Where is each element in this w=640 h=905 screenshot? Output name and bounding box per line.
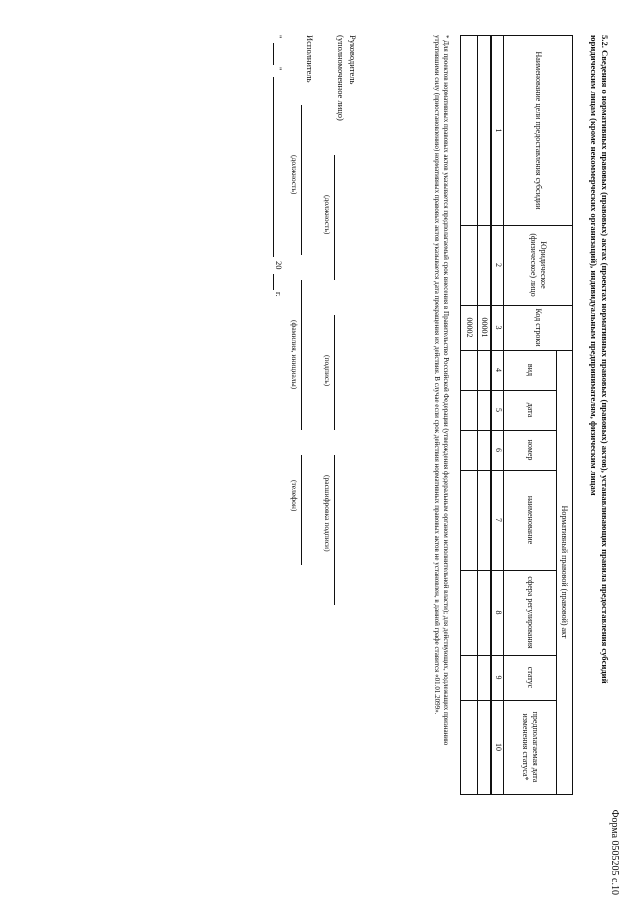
head-position-line[interactable] [334, 155, 335, 280]
executor-phone-caption: (телефон) [290, 480, 299, 512]
column-number: 9 [494, 675, 503, 680]
head-signature-line[interactable] [334, 315, 335, 430]
table-row-1-scope[interactable] [478, 570, 491, 655]
header-line-code: Код строки [534, 308, 543, 347]
table-row-2-name[interactable] [461, 470, 477, 570]
date-quote-close: " [274, 67, 284, 71]
executor-position-line[interactable] [301, 105, 302, 255]
footnote: * Для проектов нормативных правовых актов указывается предполагаемый срок внесения в Правительство Российской Федерации (утверждения федеральным органом исполнительной власти); для действующих, подлежащих признанию утратившими силу (приостановлению) нормативных правовых актов указывается дата прекращения их действия. В случае если срок действия нормативных правовых актов не установлен, в данной графе ставится «01.01.2099». [433, 35, 450, 746]
date-month-line[interactable] [273, 77, 274, 257]
head-label-authorized: (уполномоченное лицо) [336, 35, 346, 121]
date-year-prefix: 20 [274, 261, 284, 270]
head-position-caption: (должность) [323, 195, 332, 235]
table-row-2-purpose[interactable] [461, 36, 477, 225]
head-signature-caption: (подпись) [323, 355, 332, 387]
table-row-2-line-code: 00002 [465, 317, 474, 338]
table-row-1-line-code: 00001 [480, 317, 490, 338]
head-decoding-line[interactable] [334, 455, 335, 605]
acts-table [460, 35, 573, 795]
table-row-2-entity[interactable] [461, 225, 477, 305]
table-row-1-type[interactable] [478, 350, 491, 390]
column-number: 3 [494, 325, 503, 330]
rotated-page [20, 15, 620, 895]
column-number: 1 [494, 128, 503, 133]
header-act-scope: сфера регулирования [526, 576, 536, 649]
table-row-1-number[interactable] [478, 430, 491, 470]
form-number: Форма 0505205 с.10 [609, 809, 620, 895]
table-row-2-scope[interactable] [461, 570, 477, 655]
header-act-status: статус [526, 666, 536, 689]
executor-name-line[interactable] [301, 280, 302, 430]
header-act-name: наименование [526, 495, 536, 545]
header-act-date: дата [526, 402, 536, 418]
executor-position-caption: (должность) [290, 155, 299, 195]
column-number: 2 [494, 263, 503, 267]
table-row-1-date[interactable] [478, 390, 491, 430]
date-year-line[interactable] [273, 274, 274, 290]
column-number: 6 [494, 448, 503, 452]
column-number: 4 [494, 368, 503, 372]
date-day-line[interactable] [273, 43, 274, 65]
header-act-group: Нормативный правовой (правовой) акт [560, 505, 570, 639]
executor-name-caption: (фамилия, инициалы) [290, 320, 299, 390]
head-label: Руководитель [348, 35, 358, 85]
table-row-2-date[interactable] [461, 390, 477, 430]
header-act-type: вид [526, 363, 536, 377]
table-row-2-status-date[interactable] [461, 700, 477, 794]
table-row-1-name[interactable] [478, 470, 491, 570]
table-row-2-number[interactable] [461, 430, 477, 470]
column-number: 10 [494, 743, 503, 751]
table-row-2-status[interactable] [461, 655, 477, 700]
table-row-1-entity[interactable] [478, 225, 491, 305]
header-act-status-date: предполагаемая дата изменения статуса* [521, 711, 541, 783]
head-decoding-caption: (расшифровка подписи) [323, 475, 332, 552]
section-heading: 5.2. Сведения о нормативных правовых (правовых) актах (проектах нормативных правовых (правовых) актов), устанавливающих правила предоставления субсидий юридическим лицам (кроме некоммерческих организаций), индивидуальным предпринимателям, физическим лицам [589, 35, 610, 684]
table-row-1-purpose[interactable] [478, 36, 491, 225]
header-purpose: Наименование цели предоставления субсидии [534, 51, 543, 210]
column-number: 8 [494, 610, 503, 615]
date-year-suffix: г. [274, 292, 284, 297]
executor-label: Исполнитель [305, 35, 315, 83]
table-row-1-status-date[interactable] [478, 700, 491, 794]
header-entity: Юридическое (физическое) лицо [529, 233, 548, 297]
executor-phone-line[interactable] [301, 455, 302, 565]
column-number: 5 [494, 408, 503, 412]
header-act-number: номер [526, 439, 536, 461]
table-row-2-type[interactable] [461, 350, 477, 390]
table-row-1-status[interactable] [478, 655, 491, 700]
date-quote-open: " [274, 35, 284, 39]
column-number: 7 [494, 518, 503, 522]
